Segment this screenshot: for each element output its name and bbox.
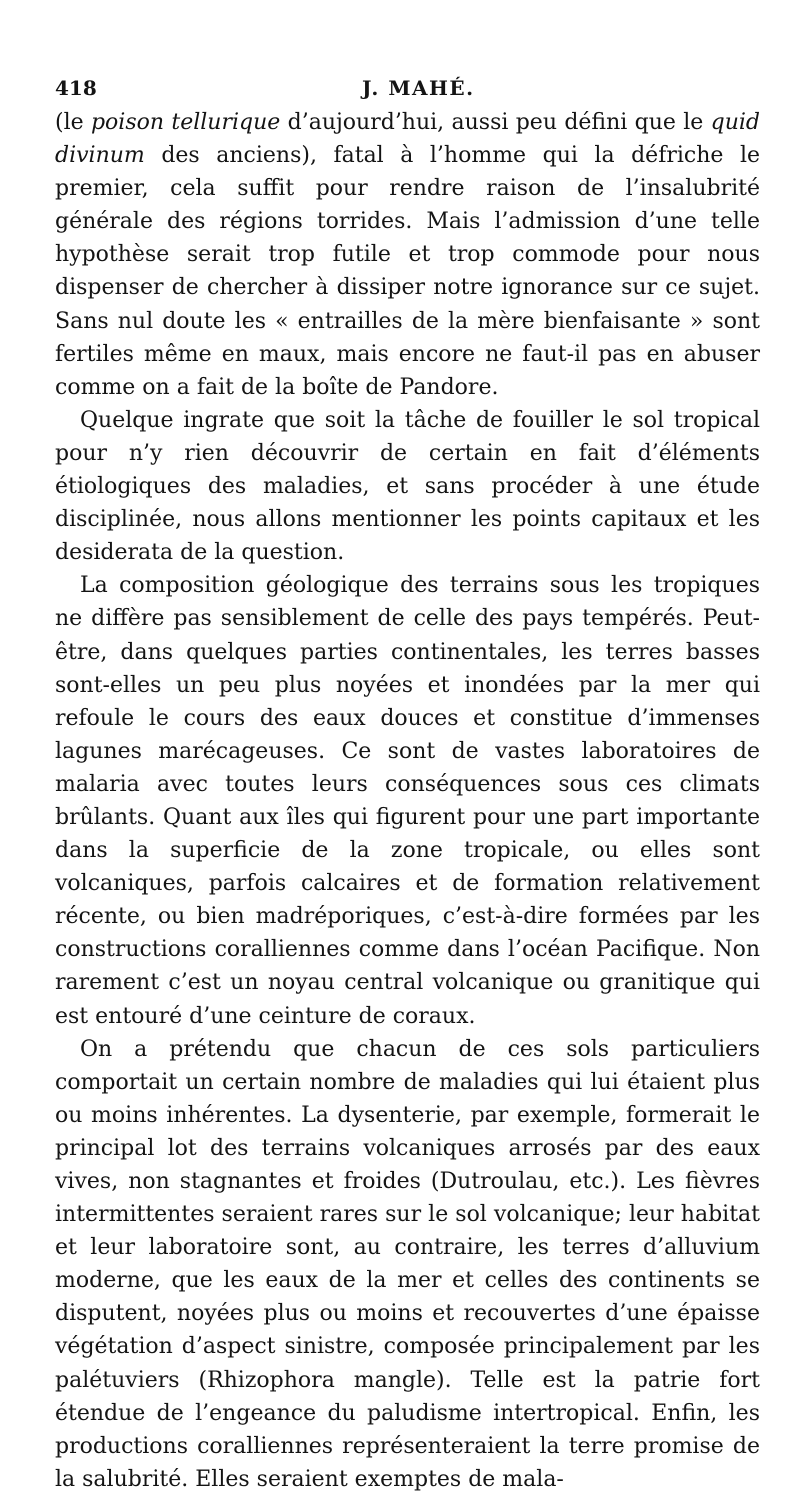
book-page bbox=[55, 70, 760, 1496]
text-run: La composition géologique des terrains sous les tropiques ne diffère pas sensiblement de celle des pays tempérés. Peut-être, dans quelques parties continentales, les terres basses sont-elles un peu plus noyées et inondées par la mer qui refoule le cours des eaux douces et constitue d’immenses lagunes marécageuses. Ce sont de vastes laboratoires de malaria avec toutes leurs conséquences sous ces climats brûlants. Quant aux îles qui figurent pour une part importante dans la superficie de la zone tropicale, ou elles sont volcaniques, parfois calcaires et de formation relativement récente, ou bien madréporiques, c’est-à-dire formées par les constructions coralliennes comme dans l’océan Pacifique. Non rarement c’est un noyau central volcanique ou granitique qui est entouré d’une ceinture de coraux. bbox=[55, 573, 760, 1029]
text-run: d’aujourd’hui, aussi peu défini que le bbox=[280, 110, 711, 135]
text-run: (le bbox=[55, 110, 91, 135]
text-run: des anciens), fatal à l’homme qui la défriche le premier, cela suffit pour rendre raison de l’insalubrité générale des régions torrides. Mais l’admission d’une telle hypothèse serait trop futile et trop commode pour nous dispenser de chercher à dissiper notre ignorance sur ce sujet. Sans nul doute les « entrailles de la mère bienfaisante » sont fertiles même en maux, mais encore ne faut-il pas en abuser comme on a fait de la boîte de Pandore. bbox=[55, 143, 760, 400]
italic-term: quid divinum bbox=[55, 110, 760, 169]
running-head bbox=[55, 70, 760, 106]
paragraph bbox=[55, 1033, 760, 1496]
paragraph bbox=[55, 404, 760, 569]
running-title: J. MAHÉ. bbox=[362, 76, 475, 100]
paragraph bbox=[55, 569, 760, 1032]
page-number: 418 bbox=[55, 76, 97, 100]
text-run: Quelque ingrate que soit la tâche de fouiller le sol tropical pour n’y rien découvrir de certain en fait d’éléments étiologiques des maladies, et sans procéder à une étude disciplinée, nous allons mentionner les points capitaux et les desiderata de la question. bbox=[55, 407, 760, 566]
italic-term: poison tellurique bbox=[90, 110, 281, 135]
text-run: On a prétendu que chacun de ces sols particuliers comportait un certain nombre de maladies qui lui étaient plus ou moins inhérentes. La dysenterie, par exemple, formerait le principal lot des terrains volcaniques arrosés par des eaux vives, non stagnantes et froides (Dutroulau, etc.). Les fièvres intermittentes seraient rares sur le sol volcanique; leur habitat et leur laboratoire sont, au contraire, les terres d’alluvium moderne, que les eaux de la mer et celles des continents se disputent, noyées plus ou moins et recouvertes d’une épaisse végétation d’aspect sinistre, composée principalement par les palétuviers (Rhizophora mangle). Telle est la patrie fort étendue de l’engeance du paludisme intertropical. Enfin, les productions coralliennes représenteraient la terre promise de la salubrité. Elles seraient exemptes de mala- bbox=[55, 1036, 760, 1492]
paragraph bbox=[55, 106, 760, 404]
